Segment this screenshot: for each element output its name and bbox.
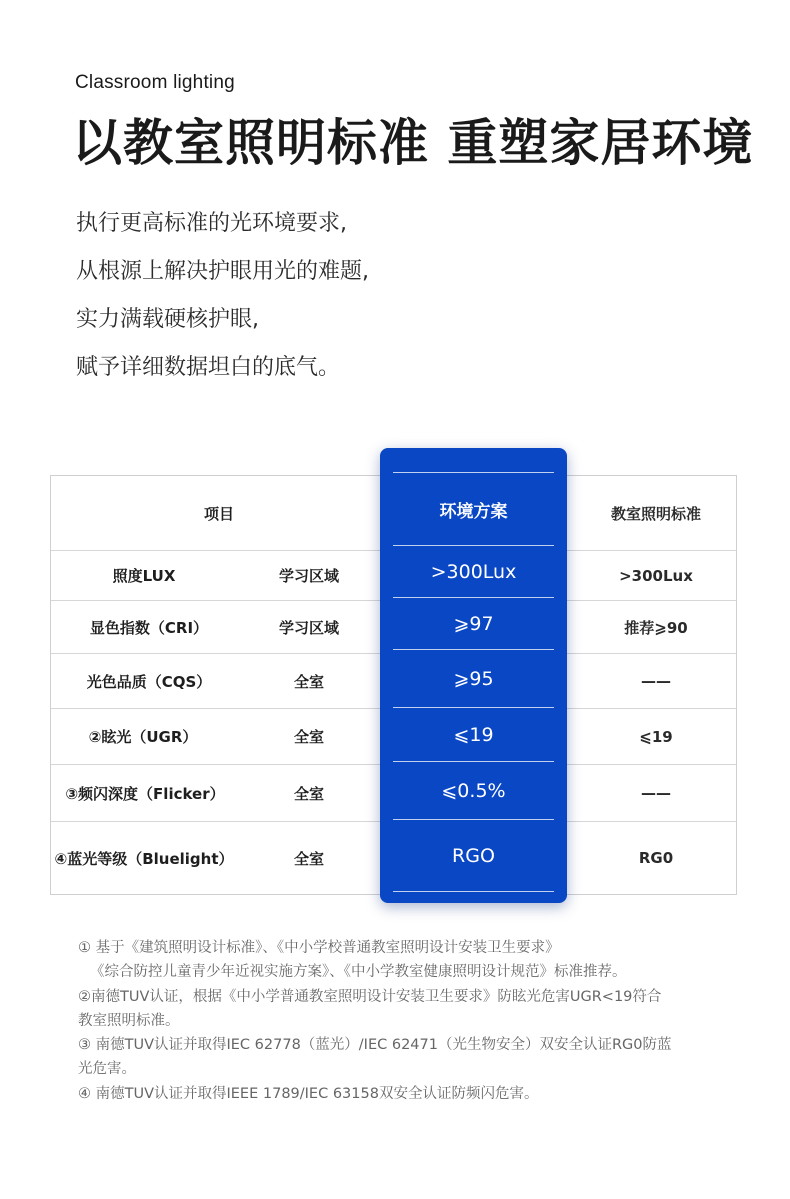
footnote-line: ②南德TUV认证，根据《中小学普通教室照明设计安装卫生要求》防眩光危害UGR<19符合 <box>78 988 662 1005</box>
row-item: ③频闪深度（Flicker） <box>65 784 225 803</box>
solution-value: ⩾97 <box>453 612 494 635</box>
intro-line: 从根源上解决护眼用光的难题, <box>76 259 369 284</box>
solution-value: ⩽19 <box>453 723 494 746</box>
row-area: 全室 <box>293 849 324 868</box>
row-area: 学习区域 <box>278 567 339 585</box>
solution-value: RGO <box>452 844 495 867</box>
solution-value: ⩾95 <box>453 667 494 690</box>
footnote-line: 教室照明标准。 <box>78 1012 180 1029</box>
header-item: 项目 <box>203 504 234 523</box>
solution-column <box>380 448 567 903</box>
row-item: ②眩光（UGR） <box>88 728 198 746</box>
row-standard: >300Lux <box>619 566 693 585</box>
row-item: 显色指数（CRI） <box>89 618 209 637</box>
intro-text <box>76 200 716 392</box>
row-standard: RG0 <box>638 849 674 867</box>
footnote-line: 《综合防控儿童青少年近视实施方案》、《中小学教室健康照明设计规范》标准推荐。 <box>90 964 627 981</box>
page-title: 以教室照明标准 重塑家居环境 <box>72 114 754 172</box>
row-standard: ⩽19 <box>639 727 673 746</box>
row-area: 全室 <box>293 728 324 746</box>
row-standard: 推荐⩾90 <box>624 618 688 637</box>
row-standard: —— <box>641 672 671 690</box>
row-area: 全室 <box>293 672 324 691</box>
solution-value: >300Lux <box>430 560 517 583</box>
row-area: 学习区域 <box>278 618 339 637</box>
footnote-line: 光危害。 <box>78 1061 136 1078</box>
solution-value: ⩽0.5% <box>441 779 506 802</box>
row-item: ④蓝光等级（Bluelight） <box>54 849 234 868</box>
eyebrow-label: Classroom lighting <box>75 72 235 93</box>
column-divider <box>393 891 554 892</box>
row-item: 照度LUX <box>112 567 176 585</box>
row-area: 全室 <box>293 784 324 803</box>
intro-line: 实力满载硬核护眼, <box>76 307 259 332</box>
header-solution: 环境方案 <box>439 501 508 522</box>
footnotes <box>78 936 728 1106</box>
footnote-line: ③ 南德TUV认证并取得IEC 62778（蓝光）/IEC 62471（光生物安全）双安全认证RG0防蓝 <box>78 1037 672 1054</box>
footnote-line: ① 基于《建筑照明设计标准》、《中小学校普通教室照明设计安装卫生要求》 <box>78 940 560 956</box>
intro-line: 执行更高标准的光环境要求, <box>76 211 347 236</box>
footnote-line: ④ 南德TUV认证并取得IEEE 1789/IEC 63158双安全认证防频闪危害。 <box>78 1085 539 1102</box>
header-standard: 教室照明标准 <box>610 504 701 523</box>
row-standard: —— <box>641 784 671 802</box>
row-item: 光色品质（CQS） <box>86 672 212 691</box>
intro-line: 赋予详细数据坦白的底气。 <box>76 355 341 380</box>
